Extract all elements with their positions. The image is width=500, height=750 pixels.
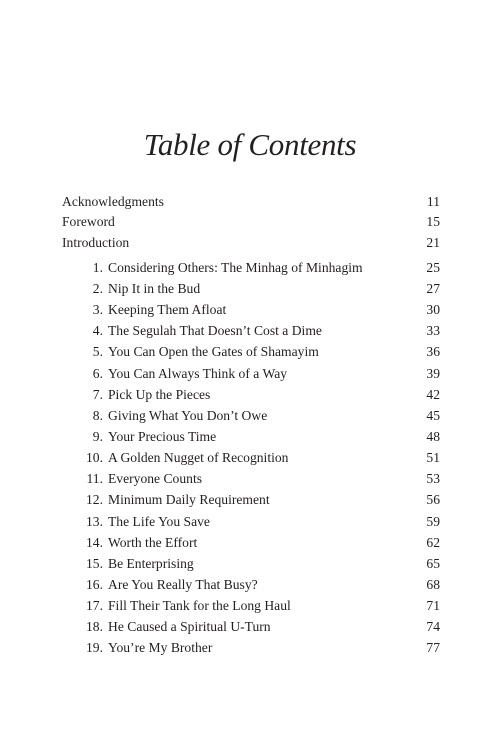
toc-chapter-2[interactable] [62, 279, 440, 300]
toc-chapter-12[interactable] [62, 490, 440, 511]
toc-chapter-13[interactable] [62, 512, 440, 533]
chapter-page-number: 59 [426, 513, 440, 529]
chapter-number: 19. [86, 640, 103, 656]
chapter-number: 10. [86, 450, 103, 466]
toc-chapter-18[interactable] [62, 617, 440, 638]
chapter-page-number: 65 [426, 555, 440, 571]
toc-entry-page-number: 15 [426, 214, 440, 230]
chapter-title: Everyone Counts [108, 471, 203, 487]
chapter-page-number: 68 [426, 577, 440, 592]
chapter-page-number: 62 [426, 534, 440, 550]
chapter-number: 13. [86, 513, 103, 529]
toc-chapter-5[interactable] [62, 342, 440, 363]
chapter-title: Be Enterprising [108, 555, 194, 571]
chapter-title: Pick Up the Pieces [108, 386, 211, 402]
chapter-page-number: 45 [426, 407, 440, 423]
toc-chapter-7[interactable] [62, 385, 440, 406]
toc-entry-acknowledgments[interactable] [62, 192, 440, 212]
chapter-page-number: 74 [426, 619, 440, 635]
chapter-page-number: 71 [426, 598, 440, 614]
chapter-number: 12. [86, 492, 103, 508]
toc-chapter-9[interactable] [62, 427, 440, 448]
toc-entry-label: Acknowledgments [62, 194, 164, 209]
chapter-title: A Golden Nugget of Recognition [108, 450, 289, 466]
toc-chapter-14[interactable] [62, 533, 440, 554]
chapter-number: 11. [86, 471, 103, 487]
chapter-number: 14. [86, 534, 103, 550]
chapter-number: 6. [92, 365, 103, 381]
chapter-number: 7. [92, 386, 103, 402]
chapter-title: The Segulah That Doesn’t Cost a Dime [108, 323, 322, 339]
toc-chapter-8[interactable] [62, 406, 440, 427]
toc-chapter-11[interactable] [62, 469, 440, 490]
toc-chapter-17[interactable] [62, 596, 440, 617]
page-title: Table of Contents [143, 127, 357, 162]
chapter-number: 17. [86, 598, 103, 614]
toc-entry-foreword[interactable] [62, 212, 440, 232]
chapter-number: 9. [92, 429, 103, 445]
chapter-number: 15. [86, 555, 103, 571]
toc-entry-label: Foreword [62, 214, 115, 230]
chapter-page-number: 42 [426, 386, 440, 402]
chapter-number: 4. [92, 323, 103, 339]
chapter-page-number: 39 [426, 365, 440, 381]
chapter-title: You’re My Brother [108, 640, 213, 656]
chapter-page-number: 30 [426, 302, 440, 318]
toc-chapter-19[interactable] [62, 638, 440, 659]
toc-entry-label: Introduction [62, 234, 130, 250]
toc-chapter-16[interactable] [62, 575, 440, 596]
toc-chapter-15[interactable] [62, 554, 440, 575]
chapter-title: The Life You Save [108, 513, 210, 529]
chapter-title: Are You Really That Busy? [108, 577, 258, 592]
chapter-page-number: 36 [426, 344, 440, 360]
chapter-number: 1. [92, 259, 103, 275]
chapter-title: He Caused a Spiritual U-Turn [108, 619, 271, 635]
toc-chapter-6[interactable] [62, 364, 440, 385]
chapter-page-number: 77 [426, 640, 440, 656]
chapter-title: Worth the Effort [108, 534, 198, 550]
chapter-number: 16. [86, 577, 103, 592]
chapter-page-number: 25 [426, 259, 440, 275]
chapter-title: Fill Their Tank for the Long Haul [108, 598, 291, 614]
chapter-title: Considering Others: The Minhag of Minhagim [108, 259, 363, 275]
toc-chapter-10[interactable] [62, 448, 440, 469]
chapter-number: 5. [92, 344, 103, 360]
chapter-page-number: 53 [426, 471, 440, 487]
chapter-page-number: 56 [426, 492, 440, 508]
chapter-title: Giving What You Don’t Owe [108, 407, 268, 423]
chapter-title: You Can Always Think of a Way [108, 365, 288, 381]
chapter-title: Nip It in the Bud [108, 281, 201, 297]
chapter-page-number: 27 [426, 281, 440, 297]
toc-entry-introduction[interactable] [62, 233, 440, 253]
chapter-number: 18. [86, 619, 103, 635]
chapter-title: Your Precious Time [108, 429, 217, 445]
chapter-title: Keeping Them Afloat [108, 302, 227, 318]
chapter-number: 3. [92, 302, 103, 318]
chapter-title: Minimum Daily Requirement [108, 492, 270, 508]
toc-chapter-3[interactable] [62, 300, 440, 321]
toc-entry-page-number: 11 [426, 194, 440, 209]
table-of-contents [62, 192, 440, 660]
chapter-number: 2. [92, 281, 103, 297]
chapter-title: You Can Open the Gates of Shamayim [108, 344, 319, 360]
toc-entry-page-number: 21 [426, 234, 440, 250]
chapter-page-number: 33 [426, 323, 440, 339]
toc-chapter-1[interactable] [62, 258, 440, 279]
toc-chapter-4[interactable] [62, 321, 440, 342]
chapter-page-number: 51 [426, 450, 440, 466]
chapter-page-number: 48 [426, 429, 440, 445]
chapter-number: 8. [92, 407, 103, 423]
